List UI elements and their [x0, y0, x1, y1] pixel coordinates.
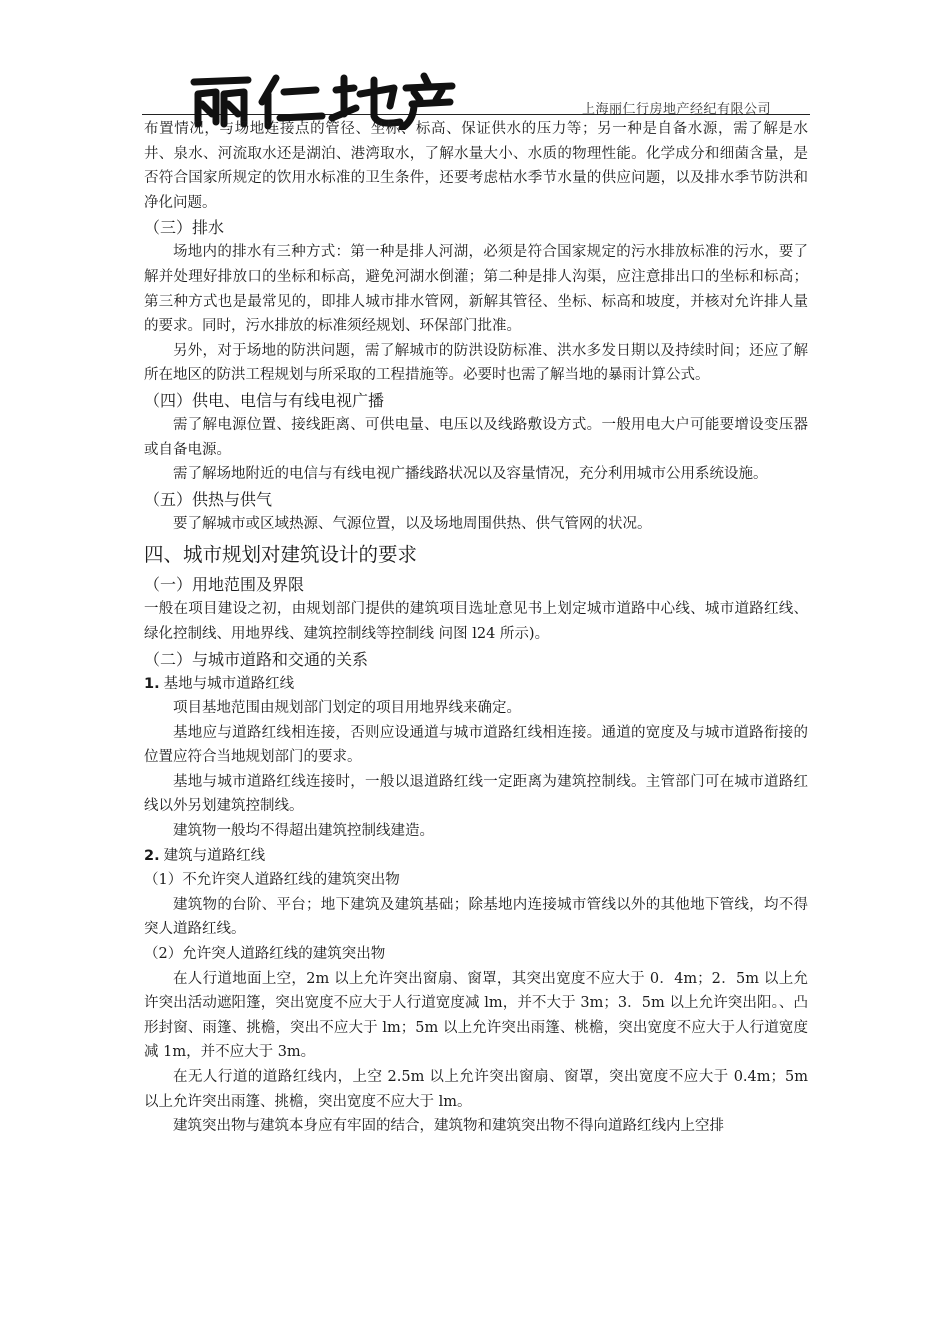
company-name: 上海丽仁行房地产经纪有限公司 [582, 102, 772, 117]
paragraph-flood-control: 另外，对于场地的防洪问题，需了解城市的防洪设防标准、洪水多发日期以及持续时间；还应了解所在地区的防洪工程规划与所采取的工程措施等。必要时也需了解当地的暴雨计算公式。 [144, 342, 808, 384]
heading-section-four: 四、城市规划对建筑设计的要求 [144, 543, 418, 567]
numbered-heading-1-text: 基地与城市道路红线 [163, 675, 295, 692]
number-2: 2. [144, 847, 160, 864]
number-1: 1. [144, 675, 160, 692]
paragraph-power: 需了解电源位置、接线距离、可供电量、电压以及线路敷设方式。一般用电大户可能要增设变压器或自备电源。 [144, 416, 808, 458]
heading-power-telecom: （四）供电、电信与有线电视广播 [144, 390, 385, 410]
paragraph-drainage-methods: 场地内的排水有三种方式：第一种是排人河湖，必须是符合国家规定的污水排放标准的污水，要了解并处理好排放口的坐标和标高，避免河湖水倒灌；第二种是排人沟渠，应注意排出口的坐标和标高；第三种方式也是最常见的，即排人城市排水管网，新解其管径、坐标、标高和坡度，并核对允许排人量的要求。同时，污水排放的标准须经规划、环保部门批准。 [144, 244, 808, 335]
paragraph-water-source: 布置情况，与场地连接点的管径、坐标、标高、保证供水的压力等；另一种是自备水源，需了解是水井、泉水、河流取水还是湖泊、港湾取水，了解水量大小、水质的物理性能。化学成分和细菌含量，是否符合国家所规定的饮用水标准的卫生条件，还要考虑枯水季节水量的供应问题，以及排水季节防洪和净化问题。 [144, 121, 808, 211]
paragraph-no-sidewalk-projections: 在无人行道的道路红线内，上空 2.5m 以上允许突出窗扇、窗罩，突出宽度不应大于 0.4m；5m 以上允许突出雨篷、挑檐，突出宽度不应大于 lm。 [144, 1069, 808, 1110]
heading-road-traffic: （二）与城市道路和交通的关系 [144, 649, 369, 669]
heading-heat-gas: （五）供热与供气 [144, 489, 273, 509]
paragraph-structural-bond: 建筑突出物与建筑本身应有牢固的结合，建筑物和建筑突出物不得向道路红线内上空排 [173, 1118, 724, 1135]
heading-land-boundary: （一）用地范围及界限 [144, 575, 305, 595]
paragraph-site-boundary: 项目基地范围由规划部门划定的项目用地界线来确定。 [173, 700, 521, 717]
numbered-heading-2-text: 建筑与道路红线 [163, 847, 266, 864]
heading-drainage: （三）排水 [144, 218, 225, 238]
numbered-heading-2 [144, 844, 808, 869]
paragraph-heat-gas: 要了解城市或区域热源、气源位置，以及场地周围供热、供气管网的状况。 [173, 515, 652, 532]
document-body [144, 117, 808, 1139]
paragraph-sidewalk-projections: 在人行道地面上空，2m 以上允许突出窗扇、窗罩，其突出宽度不应大于 0．4m；2．5m 以上允许突出活动遮阳篷，突出宽度不应大于人行道宽度减 lm，并不大于 3m；3．5m 以上允许突出阳。、凸形封窗、雨篷、挑檐，突出不应大于 lm；5m 以上允许突出雨篷、桃檐，突出宽度不应大于人行道宽度减 1m，并不应大于 3m。 [144, 970, 808, 1061]
paragraph-site-connection: 基地应与道路红线相连接，否则应设通道与城市道路红线相连接。通道的宽度及与城市道路衔接的位置应符合当地规划部门的要求。 [144, 724, 808, 766]
paragraph-control-line: 基地与城市道路红线连接时，一般以退道路红线一定距离为建筑控制线。主管部门可在城市道路红线以外另划建筑控制线。 [144, 773, 808, 815]
subheading-not-allowed: （1）不允许突人道路红线的建筑突出物 [144, 872, 400, 889]
paragraph-no-exceed: 建筑物一般均不得超出建筑控制线建造。 [173, 823, 434, 840]
paragraph-not-allowed: 建筑物的台阶、平台；地下建筑及建筑基础；除基地内连接城市管线以外的其他地下管线，均不得突人道路红线。 [144, 896, 808, 938]
subheading-allowed: （2）允许突人道路红线的建筑突出物 [144, 946, 386, 963]
numbered-heading-1 [144, 672, 808, 697]
paragraph-telecom: 需了解场地附近的电信与有线电视广播线路状况以及容量情况，充分利用城市公用系统设施。 [173, 466, 768, 483]
paragraph-land-boundary: 一般在项目建设之初，由规划部门提供的建筑项目选址意见书上划定城市道路中心线、城市道路红线、绿化控制线、用地界线、建筑控制线等控制线 问图 l24 所示)。 [144, 601, 808, 642]
